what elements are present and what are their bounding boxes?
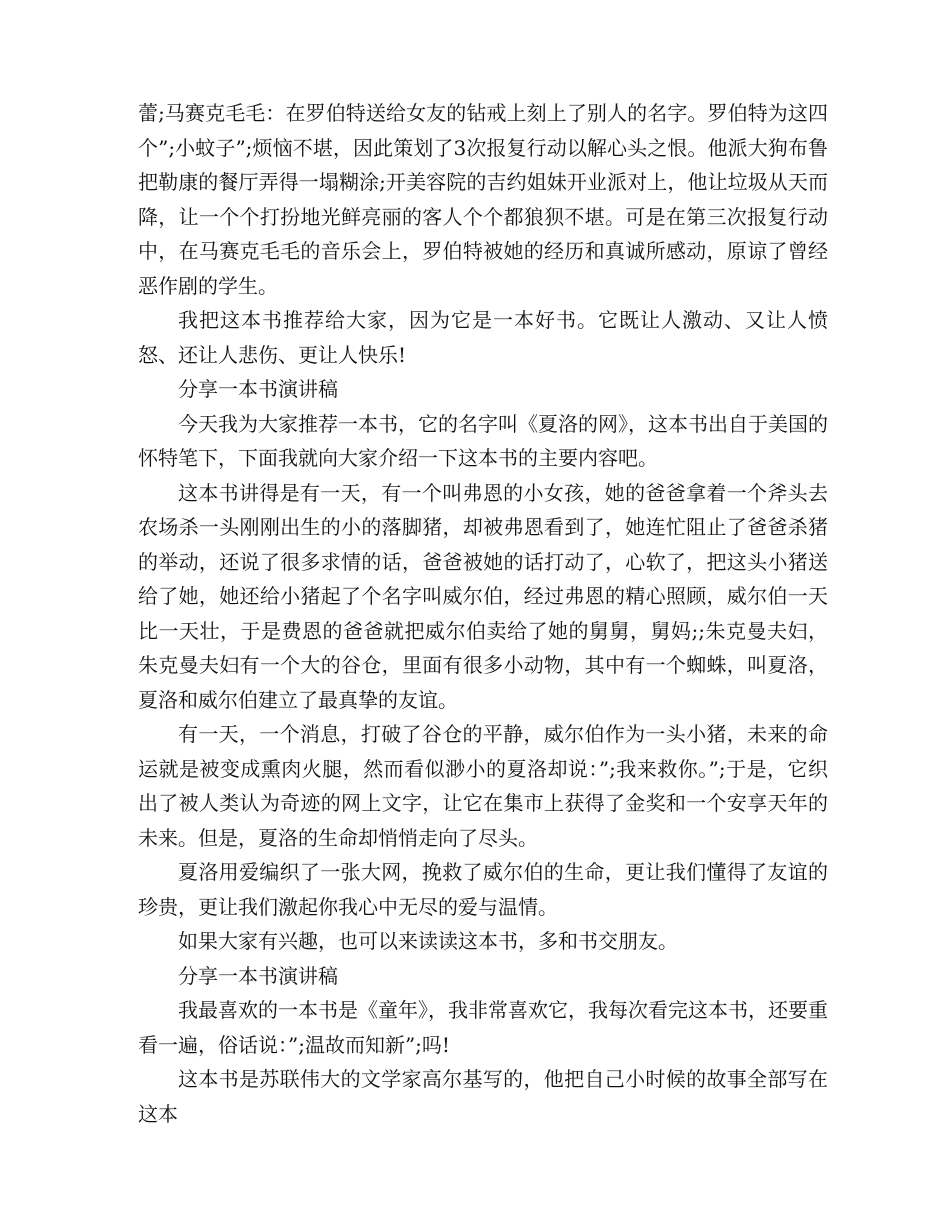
paragraph-story-continued: 有一天，一个消息，打破了谷仓的平静，威尔伯作为一头小猪，未来的命运就是被变成熏肉火腿，然而看似渺小的夏洛却说：”;我来救你。”;于是，它织出了被人类认为奇迹的网上文字，让它在集市上获得了金奖和一个安享天年的未来。但是，夏洛的生命却悄悄走向了尽头。 (138, 722, 828, 850)
paragraph-invitation: 如果大家有兴趣，也可以来读读这本书，多和书交朋友。 (178, 929, 678, 953)
section-heading: 分享一本书演讲稿 (178, 963, 338, 988)
paragraph-story: 这本书讲得是有一天，有一个叫弗恩的小女孩，她的爸爸拿着一个斧头去农场杀一头刚刚出生的小的落脚猪，却被弗恩看到了，她连忙阻止了爸爸杀猪的举动，还说了很多求情的话，爸爸被她的话打动了，心软了，把这头小猪送给了她，她还给小猪起了个名字叫威尔伯，经过弗恩的精心照顾，威尔伯一天比一天壮，于是费恩的爸爸就把威尔伯卖给了她的舅舅，舅妈;;朱克曼夫妇，朱克曼夫妇有一个大的谷仓，里面有很多小动物，其中有一个蜘蛛，叫夏洛，夏洛和威尔伯建立了最真挚的友谊。 (138, 480, 828, 712)
paragraph-reflection: 夏洛用爱编织了一张大网，挽救了威尔伯的生命，更让我们懂得了友谊的珍贵，更让我们激起你我心中无尽的爱与温情。 (138, 860, 828, 919)
section-heading: 分享一本书演讲稿 (178, 377, 338, 401)
paragraph-author: 这本书是苏联伟大的文学家高尔基写的，他把自己小时候的故事全部写在这本 (138, 1067, 828, 1126)
paragraph-intro: 今天我为大家推荐一本书，它的名字叫《夏洛的网》，这本书出自于美国的怀特笔下，下面我就向大家介绍一下这本书的主要内容吧。 (138, 411, 828, 470)
paragraph-continuation: 蕾;马赛克毛毛：在罗伯特送给女友的钻戒上刻上了别人的名字。罗伯特为这四个”;小蚊子”;烦恼不堪，因此策划了3次报复行动以解心头之恨。他派大狗布鲁把勒康的餐厅弄得一塌糊涂;开美容院的吉约姐妹开业派对上，他让垃圾从天而降，让一个个打扮地光鲜亮丽的客人个个都狼狈不堪。可是在第三次报复行动中，在马赛克毛毛的音乐会上，罗伯特被她的经历和真诚所感动，原谅了曾经恶作剧的学生。 (138, 101, 828, 298)
document-body (138, 96, 828, 1131)
paragraph-favorite-book: 我最喜欢的一本书是《童年》，我非常喜欢它，我每次看完这本书，还要重看一遍，俗话说：”;温故而知新”;吗! (138, 998, 828, 1057)
paragraph-recommendation: 我把这本书推荐给大家，因为它是一本好书。它既让人激动、又让人愤怒、还让人悲伤、更让人快乐! (138, 308, 828, 367)
